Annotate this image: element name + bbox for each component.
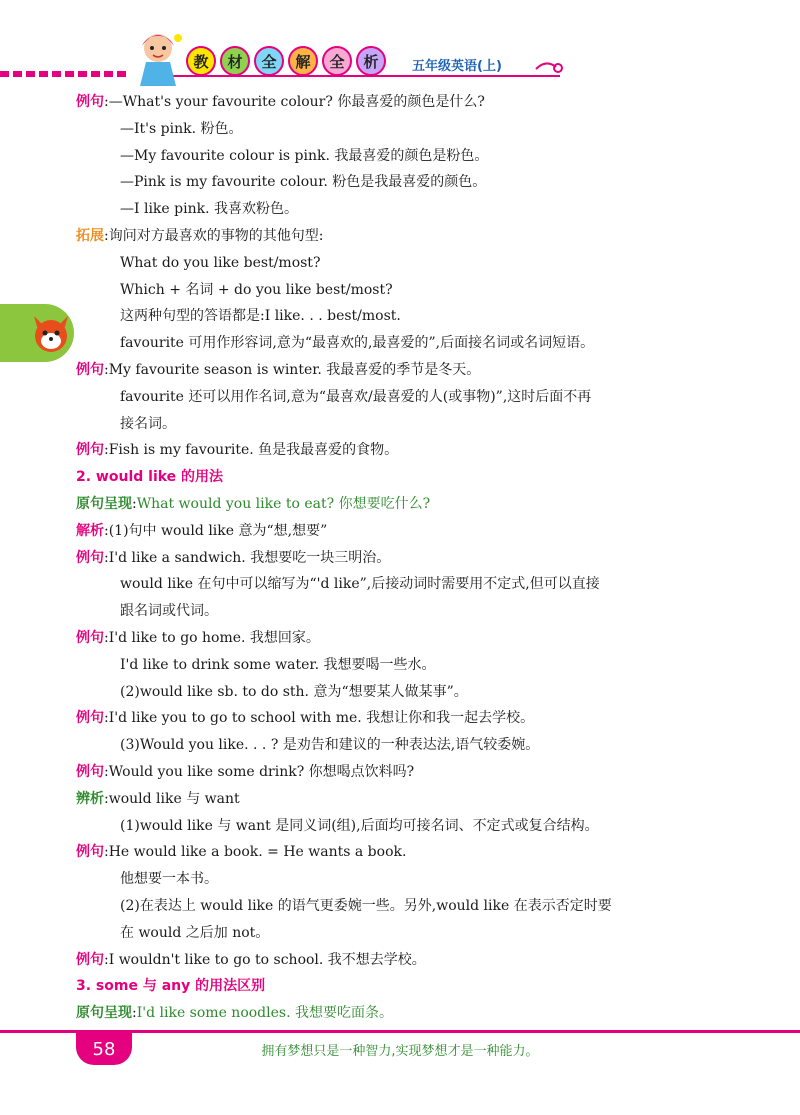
labeled-line (76, 708, 534, 728)
book-title (186, 46, 386, 76)
line-text: would like 与 want (108, 790, 240, 807)
title-char: 全 (322, 46, 352, 76)
line-text: I'd like you to go to school with me. 我想让你和我一起去学校。 (108, 710, 535, 727)
line-label: 例句 (76, 442, 104, 459)
title-char: 材 (220, 46, 250, 76)
line-text: (2)在表达上 would like 的语气更委婉一些。另外,would like 在表示否定时要 (120, 898, 612, 914)
labeled-line (76, 360, 480, 380)
label-colon: : (132, 1005, 137, 1022)
section-heading (76, 467, 223, 487)
line-label: 例句 (76, 362, 104, 378)
page-number: 58 (76, 1033, 132, 1065)
label-colon: : (104, 522, 109, 539)
line-label: 例句 (76, 764, 104, 780)
line-text: (1)would like 与 want 是同义词(组),后面均可接名词、不定式或复合结构。 (120, 817, 599, 834)
label-colon: : (104, 549, 109, 566)
line-text: (3)Would you like. . . ? 是劝告和建议的一种表达法,语气较委婉。 (120, 737, 540, 754)
label-colon: : (104, 844, 109, 861)
section-heading-text: 3. some 与 any 的用法区别 (76, 978, 266, 995)
text-line (76, 172, 486, 192)
label-colon: : (104, 764, 109, 780)
labeled-line (76, 440, 398, 460)
title-char: 解 (288, 46, 318, 76)
line-text: 这两种句型的答语都是:I like. . . best/most. (120, 308, 401, 325)
line-text: —What's your favourite colour? 你最喜爱的颜色是什么? (108, 94, 485, 110)
text-line (76, 735, 539, 755)
line-text: favourite 还可以用作名词,意为“最喜欢/最喜爱的人(或事物)”,这时后面不再 (120, 388, 592, 405)
line-label: 拓展 (76, 228, 104, 244)
text-line (76, 387, 591, 407)
line-text: —I like pink. 我喜欢粉色。 (120, 201, 298, 218)
label-colon: : (104, 630, 109, 646)
line-label: 例句 (76, 630, 104, 646)
line-label: 例句 (76, 844, 104, 861)
labeled-line (76, 842, 406, 862)
text-line (76, 119, 242, 139)
footer-motto: 拥有梦想只是一种智力,实现梦想才是一种能力。 (261, 1044, 539, 1059)
text-line (76, 601, 218, 621)
labeled-line (76, 762, 414, 782)
title-char: 教 (186, 46, 216, 76)
label-colon: : (104, 362, 109, 378)
text-line (76, 574, 600, 594)
text-line (76, 146, 488, 166)
line-label: 例句 (76, 710, 104, 727)
text-line (76, 414, 176, 434)
labeled-line (76, 548, 390, 568)
label-colon: : (104, 94, 109, 110)
fox-mascot-icon (30, 308, 72, 356)
line-text: —Pink is my favourite colour. 粉色是我最喜爱的颜色。 (120, 174, 487, 191)
line-label: 原句呈现 (76, 496, 132, 512)
line-text: He would like a book. = He wants a book. (108, 844, 407, 861)
line-text: 他想要一本书。 (120, 871, 218, 888)
text-line (76, 333, 594, 353)
grade-label: 五年级英语(上) (412, 59, 502, 74)
girl-mascot-icon (130, 28, 186, 88)
labeled-line (76, 789, 240, 809)
text-line (76, 306, 401, 326)
section-heading-text: 2. would like 的用法 (76, 469, 224, 486)
text-line (76, 816, 599, 836)
line-label: 解析 (76, 522, 104, 539)
line-label: 例句 (76, 549, 104, 566)
text-line (76, 280, 393, 300)
line-label: 例句 (76, 94, 104, 110)
line-text: favourite 可用作形容词,意为“最喜欢的,最喜爱的”,后面接名词或名词短语。 (120, 335, 595, 352)
label-colon: : (104, 951, 109, 968)
line-text: 跟名词或代词。 (120, 603, 218, 620)
label-colon: : (104, 442, 109, 459)
labeled-line (76, 494, 430, 514)
text-line (76, 682, 468, 702)
line-text: would like 在句中可以缩写为“'d like”,后接动词时需要用不定式,但可以直接 (120, 576, 600, 593)
text-line (76, 199, 298, 219)
line-text: I'd like to go home. 我想回家。 (108, 630, 320, 646)
line-text: 询问对方最喜欢的事物的其他句型: (108, 228, 324, 244)
line-text: 接名词。 (120, 415, 176, 432)
line-text: I'd like to drink some water. 我想要喝一些水。 (120, 656, 436, 673)
line-text: Would you like some drink? 你想喝点饮料吗? (108, 764, 415, 780)
line-text: What do you like best/most? (120, 254, 321, 271)
line-text: (1)句中 would like 意为“想,想要” (108, 522, 328, 539)
title-char: 全 (254, 46, 284, 76)
line-text: My favourite season is winter. 我最喜爱的季节是冬天。 (108, 362, 481, 378)
line-text: —It's pink. 粉色。 (120, 120, 243, 137)
line-label: 原句呈现 (76, 1005, 132, 1022)
labeled-line (76, 628, 320, 648)
text-line (76, 923, 269, 943)
line-text: Fish is my favourite. 鱼是我最喜爱的食物。 (108, 442, 399, 459)
page-header (0, 0, 800, 95)
line-label: 辨析 (76, 790, 104, 807)
line-text: I'd like some noodles. 我想要吃面条。 (136, 1005, 393, 1022)
label-colon: : (104, 228, 109, 244)
line-text: Which + 名词 + do you like best/most? (120, 281, 393, 298)
line-text: What would you like to eat? 你想要吃什么? (136, 496, 431, 512)
text-line (76, 896, 612, 916)
text-line (76, 253, 320, 273)
labeled-line (76, 226, 323, 246)
label-colon: : (104, 790, 109, 807)
label-colon: : (132, 496, 137, 512)
section-heading (76, 976, 265, 996)
labeled-line (76, 92, 485, 112)
flourish-icon (534, 57, 564, 77)
labeled-line (76, 521, 327, 541)
labeled-line (76, 950, 426, 970)
title-char: 析 (356, 46, 386, 76)
line-text: (2)would like sb. to do sth. 意为“想要某人做某事”。 (120, 683, 468, 700)
line-text: I'd like a sandwich. 我想要吃一块三明治。 (108, 549, 391, 566)
line-text: —My favourite colour is pink. 我最喜爱的颜色是粉色。 (120, 147, 489, 164)
line-text: I wouldn't like to go to school. 我不想去学校。 (108, 951, 426, 968)
text-line (76, 655, 435, 675)
header-dash-decoration (0, 62, 140, 74)
line-text: 在 would 之后加 not。 (120, 924, 270, 941)
text-line (76, 869, 218, 889)
labeled-line (76, 1003, 393, 1023)
line-label: 例句 (76, 951, 104, 968)
label-colon: : (104, 710, 109, 727)
